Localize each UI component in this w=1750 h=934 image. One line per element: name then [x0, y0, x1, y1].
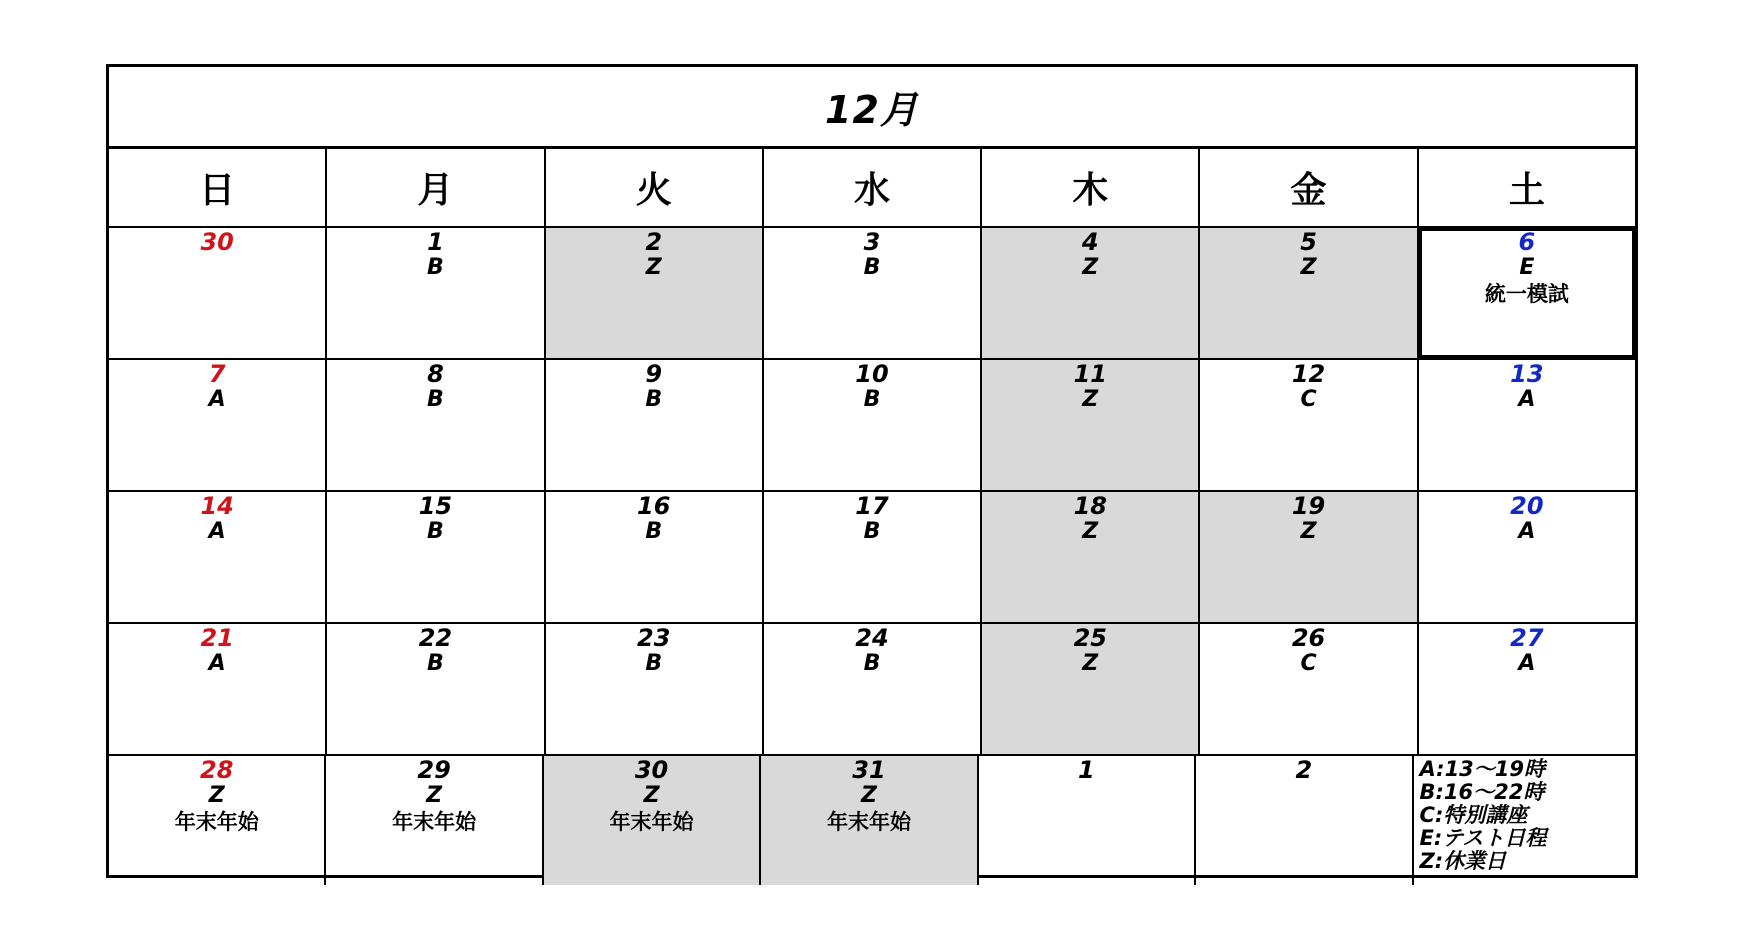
day-number: 14 [200, 492, 234, 520]
day-number: 12 [1291, 360, 1326, 388]
day-cell [764, 228, 982, 358]
day-number: 22 [418, 624, 453, 652]
day-cell [1419, 492, 1635, 622]
week-row [109, 360, 1635, 492]
day-number: 3 [863, 228, 881, 256]
day-number: 28 [200, 756, 234, 784]
day-cell [1200, 624, 1418, 754]
day-cell [109, 492, 327, 622]
day-number: 30 [634, 756, 669, 784]
weekday-header-cell: 金 [1200, 149, 1418, 226]
day-schedule-code: Z [643, 782, 660, 808]
day-cell [327, 624, 545, 754]
day-number: 18 [1073, 492, 1107, 520]
day-schedule-code: A [1518, 650, 1536, 676]
day-note: 年末年始 [826, 809, 911, 834]
day-number: 16 [637, 492, 671, 520]
day-schedule-code: A [1518, 386, 1536, 412]
weekday-header-cell: 木 [982, 149, 1200, 226]
week-row [109, 492, 1635, 624]
day-number: 2 [1295, 756, 1313, 784]
day-schedule-code: Z [1082, 518, 1099, 544]
day-number: 17 [855, 492, 889, 520]
day-cell [982, 624, 1200, 754]
day-schedule-code: B [863, 386, 881, 412]
day-cell [109, 624, 327, 754]
week-row [109, 756, 1635, 885]
day-cell [546, 492, 764, 622]
day-schedule-code: A [208, 518, 226, 544]
day-number: 21 [200, 624, 234, 652]
day-cell [764, 360, 982, 490]
day-note: 年末年始 [392, 809, 477, 834]
day-number: 8 [427, 360, 444, 388]
day-schedule-code: Z [1082, 650, 1099, 676]
day-cell [982, 360, 1200, 490]
day-cell [546, 624, 764, 754]
day-cell [982, 492, 1200, 622]
day-number: 11 [1073, 360, 1107, 388]
day-schedule-code: B [427, 386, 444, 412]
day-cell [546, 228, 764, 358]
day-number: 29 [417, 756, 451, 784]
day-schedule-code: Z [1300, 254, 1317, 280]
day-cell [109, 228, 327, 358]
day-cell [979, 756, 1196, 885]
day-schedule-code: B [427, 254, 444, 280]
day-schedule-code: A [208, 650, 226, 676]
weekday-header-cell: 水 [764, 149, 982, 226]
day-schedule-code: Z [1082, 386, 1099, 412]
day-schedule-code: B [863, 254, 881, 280]
calendar [106, 64, 1638, 878]
day-note: 年末年始 [609, 809, 694, 834]
day-cell [764, 492, 982, 622]
day-number: 27 [1510, 624, 1544, 652]
day-number: 1 [1078, 756, 1095, 784]
day-schedule-code: B [427, 650, 444, 676]
calendar-title: 12月 [109, 67, 1635, 149]
day-cell [1200, 492, 1418, 622]
day-schedule-code: B [645, 650, 663, 676]
day-number: 30 [200, 228, 234, 256]
day-cell [982, 228, 1200, 358]
day-number: 19 [1291, 492, 1326, 520]
day-number: 13 [1510, 360, 1544, 388]
day-cell [109, 756, 326, 885]
day-cell [327, 492, 545, 622]
day-schedule-code: Z [645, 254, 662, 280]
day-schedule-code: Z [1082, 254, 1099, 280]
day-number: 24 [855, 624, 889, 652]
day-note: 統一模試 [1484, 281, 1569, 306]
day-schedule-code: B [863, 518, 881, 544]
day-number: 2 [645, 228, 663, 256]
legend-item: Z:休業日 [1419, 849, 1507, 874]
day-cell [326, 756, 543, 885]
day-schedule-code: A [208, 386, 226, 412]
weekday-header [109, 149, 1635, 228]
day-cell [544, 756, 761, 885]
legend [1414, 756, 1635, 885]
day-number: 31 [852, 756, 886, 784]
day-schedule-code: C [1300, 650, 1317, 676]
day-number: 10 [855, 360, 889, 388]
day-number: 5 [1300, 228, 1317, 256]
day-schedule-code: Z [861, 782, 877, 808]
legend-item: B:16～22時 [1419, 780, 1545, 805]
day-schedule-code: B [863, 650, 881, 676]
day-cell [327, 228, 545, 358]
day-cell [764, 624, 982, 754]
day-number: 15 [418, 492, 453, 520]
day-cell [1419, 228, 1635, 358]
day-schedule-code: B [645, 518, 663, 544]
weekday-header-cell: 日 [109, 149, 327, 226]
day-cell [1200, 360, 1418, 490]
day-number: 23 [637, 624, 671, 652]
day-cell [1419, 360, 1635, 490]
day-number: 9 [645, 360, 663, 388]
weekday-header-cell: 土 [1508, 170, 1545, 211]
day-schedule-code: Z [426, 782, 443, 808]
day-cell [109, 360, 327, 490]
day-cell [1196, 756, 1413, 885]
day-number: 6 [1518, 228, 1536, 256]
day-number: 25 [1073, 624, 1107, 652]
day-cell [546, 360, 764, 490]
day-schedule-code: B [427, 518, 444, 544]
weekday-header-cell: 火 [546, 149, 764, 226]
day-schedule-code: A [1518, 518, 1536, 544]
legend-item: E:テスト日程 [1419, 826, 1547, 851]
calendar-grid [109, 228, 1635, 885]
week-row [109, 228, 1635, 360]
day-cell [761, 756, 978, 885]
day-note: 年末年始 [174, 809, 259, 834]
legend-item: A:13～19時 [1419, 757, 1546, 781]
day-schedule-code: B [645, 386, 663, 412]
weekday-header-cell: 月 [327, 149, 545, 226]
day-schedule-code: E [1519, 254, 1535, 280]
day-cell [327, 360, 545, 490]
day-number: 20 [1510, 492, 1544, 520]
legend-item: C:特別講座 [1419, 803, 1528, 828]
day-number: 1 [427, 228, 444, 256]
day-schedule-code: Z [1300, 518, 1317, 544]
day-number: 4 [1081, 228, 1099, 256]
week-row [109, 624, 1635, 756]
day-number: 7 [208, 360, 226, 388]
day-cell [1419, 624, 1635, 754]
day-schedule-code: C [1300, 386, 1317, 412]
day-number: 26 [1291, 624, 1326, 652]
day-schedule-code: Z [208, 782, 225, 808]
day-cell [1200, 228, 1418, 358]
